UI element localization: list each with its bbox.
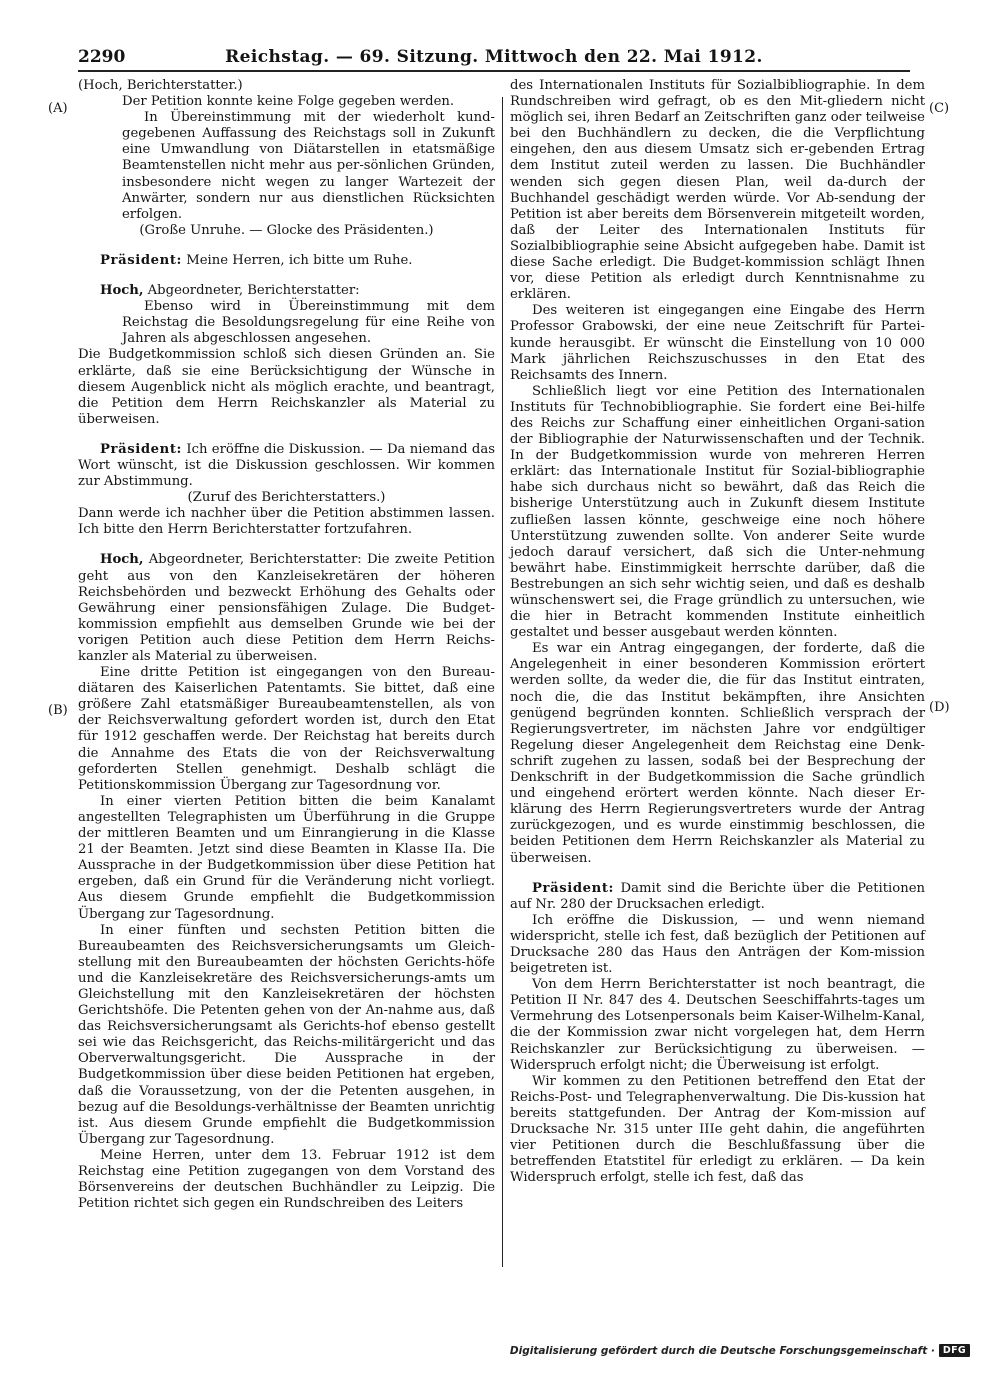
- paragraph: Es war ein Antrag eingegangen, der forderte, daß die Angelegenheit in einer besonderen Kommission erörtert werden sollte, da weder die, die für das Institut eintraten, noch die, die das Institut bekämpften, ihre Ansichten genügend begründen konnten. Schließlich versprach der Regierungsvertreter, im nächsten Jahre vor endgültiger Regelung dieser Angelegenheit dem Reichstag eine Denk-schrift zugehen zu lassen, sodaß bei der Besprechung der Denkschrift in der Budgetkommission die Sache gründlich und eingehend erörtert werden könnte. Nach dieser Er-klärung des Herrn Regierungsvertreters wurde der Antrag zurückgezogen, und es wurde einstimmig beschlossen, die beiden Petitionen dem Herrn Reichskanzler als Material zu überweisen.: [510, 641, 925, 866]
- speech-text: Damit sind die Berichte über die Petitionen auf Nr. 280 der Drucksachen erledigt.: [510, 880, 925, 912]
- paragraph: In einer vierten Petition bitten die beim Kanalamt angestellten Telegraphisten um Überführung in die Gruppe der mittleren Beamten und um Einrangierung in die Klasse 21 der Beamten. Jetzt sind diese Beamten in Klasse IIa. Die Aussprache in der Budgetkommission über diese Petition hat ergeben, daß ein Grund für die Veränderung nicht vorliegt. Aus diesem Grunde empfiehlt die Budgetkommission Übergang zur Tagesordnung.: [78, 793, 495, 922]
- speaker-label: Hoch,: [100, 283, 144, 299]
- page-number: 2290: [78, 47, 126, 67]
- column-rule: [502, 97, 503, 1267]
- paragraph: In Übereinstimmung mit der wiederholt kund-gegebenen Auffassung des Reichstags soll in Zukunft eine Umwandlung von Diätarstellen in etatsmäßige Beamtenstellen nicht mehr aus per-sönlichen Gründen, insbesondere nicht wegen zu langer Wartezeit der Anwärter, sondern nur aus dienstlichen Rücksichten erfolgen.: [122, 110, 495, 222]
- speaker-label: Hoch,: [100, 552, 144, 568]
- speech: [78, 442, 495, 490]
- right-column: [510, 78, 925, 1186]
- speech-text: Abgeordneter, Berichterstatter: Die zweite Petition geht aus von den Kanzleisekretären der höheren Reichsbehörden und bezweckt Erhöhung des Gehalts oder Gewährung einer pensionsfähigen Zulage. Die Budget-kommission empfiehlt aus demselben Grunde wie bei der vorigen Petition auch diese Petition dem Herrn Reichs-kanzler als Material zu überweisen.: [78, 552, 495, 664]
- paragraph: Ebenso wird in Übereinstimmung mit dem Reichstag die Besoldungsregelung für eine Reihe von Jahren als abgeschlossen angesehen.: [122, 299, 495, 347]
- paragraph: Wir kommen zu den Petitionen betreffend den Etat der Reichs-Post- und Telegraphenverwaltung. Die Dis-kussion hat bereits stattgefunden. Der Antrag der Kom-mission auf Drucksache Nr. 315 unter IIIe geht dahin, die angeführten vier Petitionen durch die Beschlußfassung über die betreffenden Etatstitel für erledigt zu erklären. — Da kein Widerspruch erfolgt, stelle ich fest, daß das: [510, 1073, 925, 1186]
- footer-text: Digitalisierung gefördert durch die Deutsche Forschungsgemeinschaft ·: [509, 1344, 935, 1357]
- speech: [78, 283, 495, 299]
- speech-text: Ich eröffne die Diskussion. — Da niemand das Wort wünscht, ist die Diskussion geschlossen. Wir kommen zur Abstimmung.: [78, 441, 495, 490]
- margin-label-d: (D): [929, 700, 950, 715]
- paragraph: Schließlich liegt vor eine Petition des Internationalen Instituts für Technobibliographie. Sie fordert eine Bei-hilfe des Reichs zur Schaffung einer einheitlichen Organi-sation der Bibliographie der Naturwissenschaften und der Technik. In der Budgetkommission wurde von mehreren Herren erklärt: das Internationale Institut für Sozial-bibliographie habe sich durchaus nicht so bewährt, daß das Reich die bisherige Unterstützung auch in Zukunft diesem Institute zufließen lassen könnte, geschweige eine noch höhere Unterstützung zuwenden sollte. Von anderer Seite wurde jedoch darauf versichert, daß sich die Unter-nehmung bewährt habe. Einstimmigkeit herrschte darüber, daß die Bestrebungen an sich sehr wichtig seien, und daß es deshalb wünschenswert sei, die Frage gründlich zu untersuchen, wie die hier in Betracht kommenden Institute einheitlich gestaltet und besser ausgebaut werden könnten.: [510, 383, 925, 641]
- paragraph: Die Budgetkommission schloß sich diesen Gründen an. Sie erklärte, daß sie eine Berücksichtigung der Wünsche in diesem Augenblick nicht als möglich erachte, und beantragt, die Petition dem Herrn Reichskanzler als Material zu überweisen.: [78, 347, 495, 427]
- page-header: [78, 47, 910, 71]
- paragraph: Des weiteren ist eingegangen eine Eingabe des Herrn Professor Grabowski, der eine neue Zeitschrift für Partei-kunde herausgibt. Er wünscht die Einstellung von 10 000 Mark jährlichen Reichszuschusses in den Etat des Reichsamts des Innern.: [510, 303, 925, 383]
- speech: [510, 881, 925, 913]
- paragraph: Der Petition konnte keine Folge gegeben werden.: [122, 94, 455, 110]
- paragraph: In einer fünften und sechsten Petition bitten die Bureaubeamten des Reichsversicherungsamts um Gleich-stellung mit den Bureaubeamten der höchsten Gerichts-höfe und die Kanzleisekretäre des Reichsversicherungs-amts um Gleichstellung mit den Kanzleisekretären der höchsten Gerichtshöfe. Die Petenten gehen von der An-nahme aus, daß das Reichsversicherungsamt als Gerichts-hof ebenso gestellt sei wie das Reichsgericht, das Reichs-militärgericht und das Oberverwaltungsgericht. Die Aussprache in der Budgetkommission über diese beiden Petitionen hat ergeben, daß die Voraussetzung, von der die Petenten ausgehen, in bezug auf die Besoldungs-verhältnisse der Beamten unrichtig ist. Aus diesem Grunde empfiehlt die Budgetkommission Übergang zur Tagesordnung.: [78, 922, 495, 1147]
- speech-text: Abgeordneter, Berichterstatter:: [143, 283, 360, 299]
- speech-text: Meine Herren, ich bitte um Ruhe.: [182, 252, 413, 268]
- margin-label-b: (B): [48, 703, 68, 718]
- paragraph: Eine dritte Petition ist eingegangen von den Bureau-diätaren des Kaiserlichen Patentamts. Sie bittet, daß eine größere Zahl etatsmäßiger Bureaubeamtenstellen, als von der Reichsverwaltung gefordert worden ist, durch den Etat für 1912 geschaffen werde. Der Reichstag hat bereits durch die Annahme des Etats die von der Reichsverwaltung geforderten Stellen genehmigt. Deshalb schlägt die Petitionskommission Übergang zur Tagesordnung vor.: [78, 665, 495, 793]
- left-column: [78, 78, 495, 1212]
- paragraph: Von dem Herrn Berichterstatter ist noch beantragt, die Petition II Nr. 847 des 4. Deutschen Seeschiffahrts-tages um Vermehrung des Lotsenpersonals beim Kaiser-Wilhelm-Kanal, die der Kommission zwar nicht vorgelegen hat, dem Herrn Reichskanzler zur Berücksichtigung zu überweisen. — Widerspruch erfolgt nicht; die Überweisung ist erfolgt.: [510, 977, 925, 1073]
- speaker-label: Präsident:: [532, 880, 615, 896]
- running-title: Reichstag. — 69. Sitzung. Mittwoch den 22. Mai 1912.: [225, 47, 763, 67]
- paragraph: (Große Unruhe. — Glocke des Präsidenten.): [139, 222, 434, 238]
- speaker-label: Präsident:: [100, 441, 183, 457]
- digitization-footer: [510, 1344, 970, 1357]
- speech: [78, 253, 495, 269]
- margin-label-a: (A): [48, 101, 68, 116]
- paragraph: Meine Herren, unter dem 13. Februar 1912 ist dem Reichstag eine Petition zugegangen von dem Vorstand des Börsenvereins der deutschen Buchhändler zu Leipzig. Die Petition richtet sich gegen ein Rundschreiben des Leiters: [78, 1147, 495, 1212]
- dfg-logo-icon: DFG: [939, 1344, 970, 1357]
- paragraph: (Zuruf des Berichterstatters.): [187, 490, 386, 506]
- paragraph: Ich eröffne die Diskussion, — und wenn niemand widerspricht, stelle ich fest, daß bezüglich der Petitionen auf Drucksache 280 das Haus den Anträgen der Kom-mission beigetreten ist.: [510, 912, 925, 977]
- paragraph: (Hoch, Berichterstatter.): [78, 78, 243, 93]
- speech: [78, 552, 495, 665]
- header-rule: [78, 70, 910, 72]
- paragraph: des Internationalen Instituts für Sozialbibliographie. In dem Rundschreiben wird gefragt, ob es den Mit-gliedern nicht möglich sei, ihren Bedarf an Zeitschriften ganz oder teilweise bei den Buchhändlern zu decken, die die Verpflichtung eingehen, den aus diesem Umsatz sich er-gebenden Ertrag dem Institut zuteil werden zu lassen. Die Buchhändler wenden sich gegen diesen Plan, weil da-durch der Buchhandel geschädigt werden würde. Vor Ab-sendung der Petition ist aber bereits dem Börsenverein mitgeteilt worden, daß der Leiter des Internationalen Instituts für Sozialbibliographie seine Absicht aufgegeben habe. Damit ist diese Sache erledigt. Die Budget-kommission schlägt Ihnen vor, diese Petition als erledigt durch Kenntnisnahme zu erklären.: [510, 78, 925, 303]
- paragraph: Dann werde ich nachher über die Petition abstimmen lassen. Ich bitte den Herrn Berichterstatter fortzufahren.: [78, 506, 495, 538]
- margin-label-c: (C): [929, 101, 950, 116]
- speaker-label: Präsident:: [100, 252, 183, 268]
